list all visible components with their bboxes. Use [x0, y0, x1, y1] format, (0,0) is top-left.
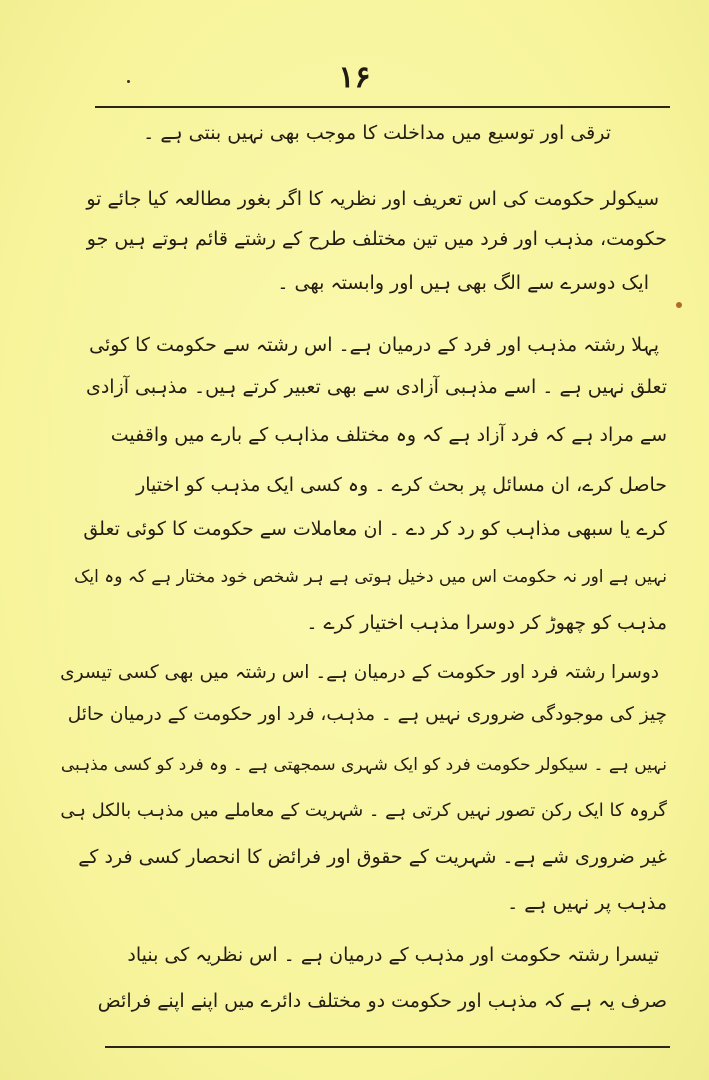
page-number: ۱۶ [338, 60, 371, 95]
text-line-11: مذہب کو چھوڑ کر دوسرا مذہب اختیار کرے ۔ [306, 612, 667, 634]
text-line-16: غیر ضروری شے ہے۔ شہریت کے حقوق اور فرائض کا انحصار کسی فرد کے [78, 846, 667, 868]
text-line-15: گروہ کا ایک رکن تصور نہیں کرتی ہے ۔ شہریت کے معاملے میں مذہب بالکل ہی [60, 800, 667, 821]
text-line-8: حاصل کرے، ان مسائل پر بحث کرے ۔ وہ کسی ایک مذہب کو اختیار [136, 474, 667, 496]
text-line-12: دوسرا رشتہ فرد اور حکومت کے درمیان ہے۔ اس رشتہ میں بھی کسی تیسری [60, 662, 659, 683]
text-line-1: ترقی اور توسیع میں مداخلت کا موجب بھی نہیں بنتی ہے ۔ [143, 122, 611, 144]
text-line-4: ایک دوسرے سے الگ بھی ہیں اور وابستہ بھی ۔ [277, 272, 649, 294]
text-line-7: سے مراد ہے کہ فرد آزاد ہے کہ وہ مختلف مذاہب کے بارے میں واقفیت [110, 424, 667, 446]
text-line-17: مذہب پر نہیں ہے ۔ [507, 892, 667, 914]
text-line-2: سیکولر حکومت کی اس تعریف اور نظریہ کا اگر بغور مطالعہ کیا جائے تو [86, 188, 659, 210]
text-line-19: صرف یہ ہے کہ مذہب اور حکومت دو مختلف دائرے میں اپنے اپنے فرائض [97, 990, 667, 1012]
text-line-6: تعلق نہیں ہے ۔ اسے مذہبی آزادی سے بھی تعبیر کرتے ہیں۔ مذہبی آزادی [85, 376, 667, 398]
text-line-18: تیسرا رشتہ حکومت اور مذہب کے درمیان ہے ۔ اس نظریہ کی بنیاد [127, 944, 659, 966]
text-line-13: چیز کی موجودگی ضروری نہیں ہے ۔ مذہب، فرد اور حکومت کے درمیان حائل [67, 704, 667, 725]
text-line-9: کرے یا سبھی مذاہب کو رد کر دے ۔ ان معاملات سے حکومت کا کوئی تعلق [83, 518, 667, 540]
footer-rule [105, 1046, 670, 1048]
text-line-14: نہیں ہے ۔ سیکولر حکومت فرد کو ایک شہری سمجھتی ہے ۔ وہ فرد کو کسی مذہبی [60, 755, 667, 775]
text-line-3: حکومت، مذہب اور فرد میں تین مختلف طرح کے رشتے قائم ہوتے ہیں جو [86, 228, 667, 250]
text-line-5: پہلا رشتہ مذہب اور فرد کے درمیان ہے۔ اس رشتہ سے حکومت کا کوئی [89, 334, 659, 356]
text-line-10: نہیں ہے اور نہ حکومت اس میں دخیل ہوتی ہے ہر شخص خود مختار ہے کہ وہ ایک [74, 567, 667, 587]
stain-spot [676, 302, 682, 308]
header-rule [95, 106, 670, 108]
